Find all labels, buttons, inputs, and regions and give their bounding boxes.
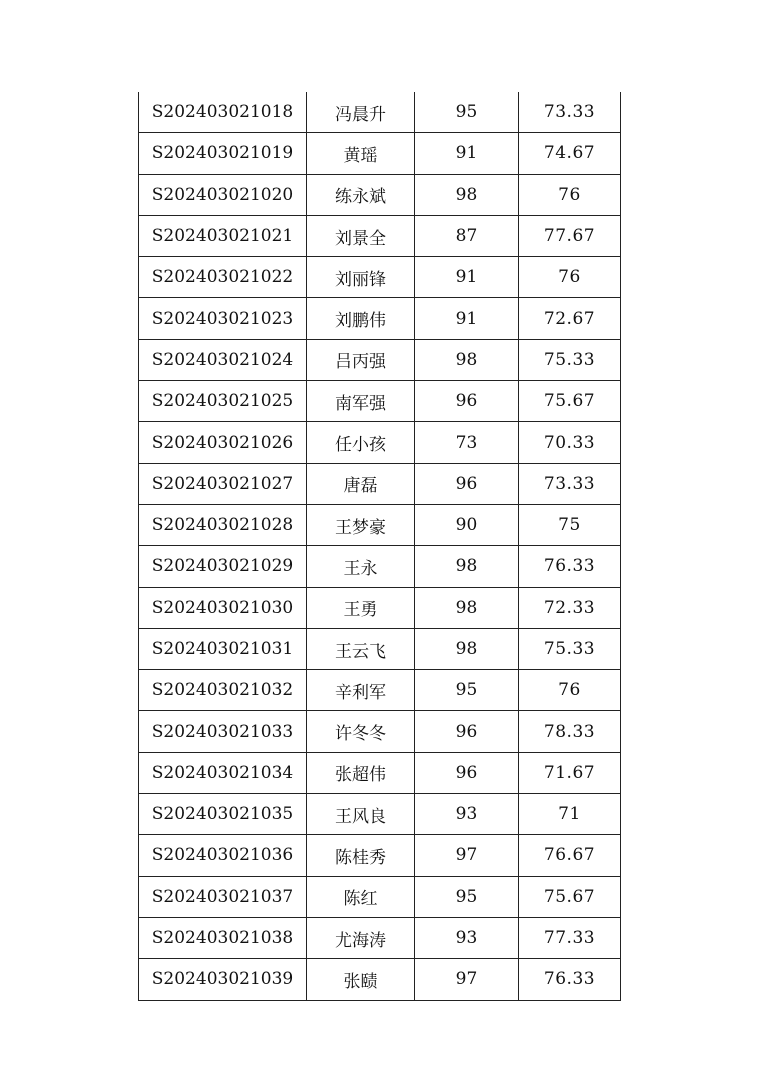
score-1-cell: 96 — [415, 711, 519, 752]
candidate-name-cell: 陈红 — [307, 876, 415, 917]
score-2-cell: 76.33 — [519, 546, 621, 587]
score-1-cell: 98 — [415, 587, 519, 628]
table-row — [139, 835, 621, 876]
score-table — [138, 92, 621, 1001]
candidate-id-cell: S202403021018 — [139, 92, 307, 133]
candidate-id-cell: S202403021037 — [139, 876, 307, 917]
score-2-cell: 76.33 — [519, 959, 621, 1000]
candidate-id-cell: S202403021030 — [139, 587, 307, 628]
candidate-id-cell: S202403021038 — [139, 917, 307, 958]
table-row — [139, 876, 621, 917]
candidate-id-cell: S202403021023 — [139, 298, 307, 339]
score-1-cell: 91 — [415, 298, 519, 339]
score-2-cell: 76 — [519, 670, 621, 711]
table-row — [139, 917, 621, 958]
score-2-cell: 71 — [519, 794, 621, 835]
candidate-name-cell: 冯晨升 — [307, 92, 415, 133]
candidate-name-cell: 张超伟 — [307, 752, 415, 793]
score-2-cell: 76 — [519, 174, 621, 215]
score-2-cell: 76.67 — [519, 835, 621, 876]
candidate-name-cell: 唐磊 — [307, 463, 415, 504]
table-row — [139, 959, 621, 1000]
table-row — [139, 546, 621, 587]
score-2-cell: 70.33 — [519, 422, 621, 463]
score-2-cell: 77.67 — [519, 215, 621, 256]
candidate-id-cell: S202403021032 — [139, 670, 307, 711]
candidate-name-cell: 张赜 — [307, 959, 415, 1000]
table-row — [139, 587, 621, 628]
candidate-id-cell: S202403021026 — [139, 422, 307, 463]
candidate-id-cell: S202403021020 — [139, 174, 307, 215]
candidate-id-cell: S202403021022 — [139, 257, 307, 298]
candidate-id-cell: S202403021034 — [139, 752, 307, 793]
candidate-id-cell: S202403021035 — [139, 794, 307, 835]
candidate-id-cell: S202403021021 — [139, 215, 307, 256]
candidate-name-cell: 练永斌 — [307, 174, 415, 215]
table-row — [139, 463, 621, 504]
candidate-id-cell: S202403021025 — [139, 381, 307, 422]
candidate-name-cell: 刘景全 — [307, 215, 415, 256]
score-2-cell: 76 — [519, 257, 621, 298]
candidate-name-cell: 陈桂秀 — [307, 835, 415, 876]
table-row — [139, 339, 621, 380]
candidate-id-cell: S202403021027 — [139, 463, 307, 504]
table-row — [139, 92, 621, 133]
candidate-id-cell: S202403021029 — [139, 546, 307, 587]
table-row — [139, 381, 621, 422]
candidate-name-cell: 刘丽锋 — [307, 257, 415, 298]
candidate-id-cell: S202403021019 — [139, 133, 307, 174]
candidate-name-cell: 刘鹏伟 — [307, 298, 415, 339]
candidate-name-cell: 王永 — [307, 546, 415, 587]
table-row — [139, 752, 621, 793]
candidate-name-cell: 王云飞 — [307, 628, 415, 669]
candidate-name-cell: 尤海涛 — [307, 917, 415, 958]
score-2-cell: 73.33 — [519, 463, 621, 504]
score-2-cell: 75.33 — [519, 628, 621, 669]
candidate-name-cell: 辛利军 — [307, 670, 415, 711]
candidate-name-cell: 许冬冬 — [307, 711, 415, 752]
table-row — [139, 711, 621, 752]
candidate-name-cell: 吕丙强 — [307, 339, 415, 380]
score-1-cell: 97 — [415, 959, 519, 1000]
score-2-cell: 73.33 — [519, 92, 621, 133]
score-2-cell: 78.33 — [519, 711, 621, 752]
candidate-id-cell: S202403021031 — [139, 628, 307, 669]
table-row — [139, 504, 621, 545]
table-row — [139, 215, 621, 256]
table-row — [139, 670, 621, 711]
score-1-cell: 87 — [415, 215, 519, 256]
score-2-cell: 72.33 — [519, 587, 621, 628]
candidate-name-cell: 王勇 — [307, 587, 415, 628]
candidate-name-cell: 南军强 — [307, 381, 415, 422]
score-2-cell: 72.67 — [519, 298, 621, 339]
table-row — [139, 257, 621, 298]
candidate-name-cell: 王风良 — [307, 794, 415, 835]
candidate-id-cell: S202403021033 — [139, 711, 307, 752]
candidate-id-cell: S202403021028 — [139, 504, 307, 545]
score-1-cell: 96 — [415, 463, 519, 504]
candidate-id-cell: S202403021024 — [139, 339, 307, 380]
score-1-cell: 93 — [415, 917, 519, 958]
score-1-cell: 98 — [415, 546, 519, 587]
table-row — [139, 628, 621, 669]
score-1-cell: 97 — [415, 835, 519, 876]
score-1-cell: 93 — [415, 794, 519, 835]
score-1-cell: 98 — [415, 628, 519, 669]
score-1-cell: 98 — [415, 339, 519, 380]
score-2-cell: 75.67 — [519, 876, 621, 917]
table-row — [139, 133, 621, 174]
candidate-name-cell: 王梦豪 — [307, 504, 415, 545]
candidate-name-cell: 任小孩 — [307, 422, 415, 463]
candidate-name-cell: 黄瑶 — [307, 133, 415, 174]
table-row — [139, 298, 621, 339]
score-1-cell: 90 — [415, 504, 519, 545]
score-1-cell: 91 — [415, 257, 519, 298]
candidate-id-cell: S202403021039 — [139, 959, 307, 1000]
score-1-cell: 98 — [415, 174, 519, 215]
candidate-id-cell: S202403021036 — [139, 835, 307, 876]
table-row — [139, 174, 621, 215]
score-1-cell: 95 — [415, 876, 519, 917]
table-row — [139, 422, 621, 463]
score-1-cell: 96 — [415, 752, 519, 793]
table-row — [139, 794, 621, 835]
score-2-cell: 75 — [519, 504, 621, 545]
score-1-cell: 91 — [415, 133, 519, 174]
score-2-cell: 74.67 — [519, 133, 621, 174]
score-1-cell: 96 — [415, 381, 519, 422]
score-1-cell: 73 — [415, 422, 519, 463]
score-2-cell: 77.33 — [519, 917, 621, 958]
score-1-cell: 95 — [415, 92, 519, 133]
score-table-body — [139, 92, 621, 1000]
score-2-cell: 75.67 — [519, 381, 621, 422]
score-2-cell: 75.33 — [519, 339, 621, 380]
score-2-cell: 71.67 — [519, 752, 621, 793]
score-1-cell: 95 — [415, 670, 519, 711]
